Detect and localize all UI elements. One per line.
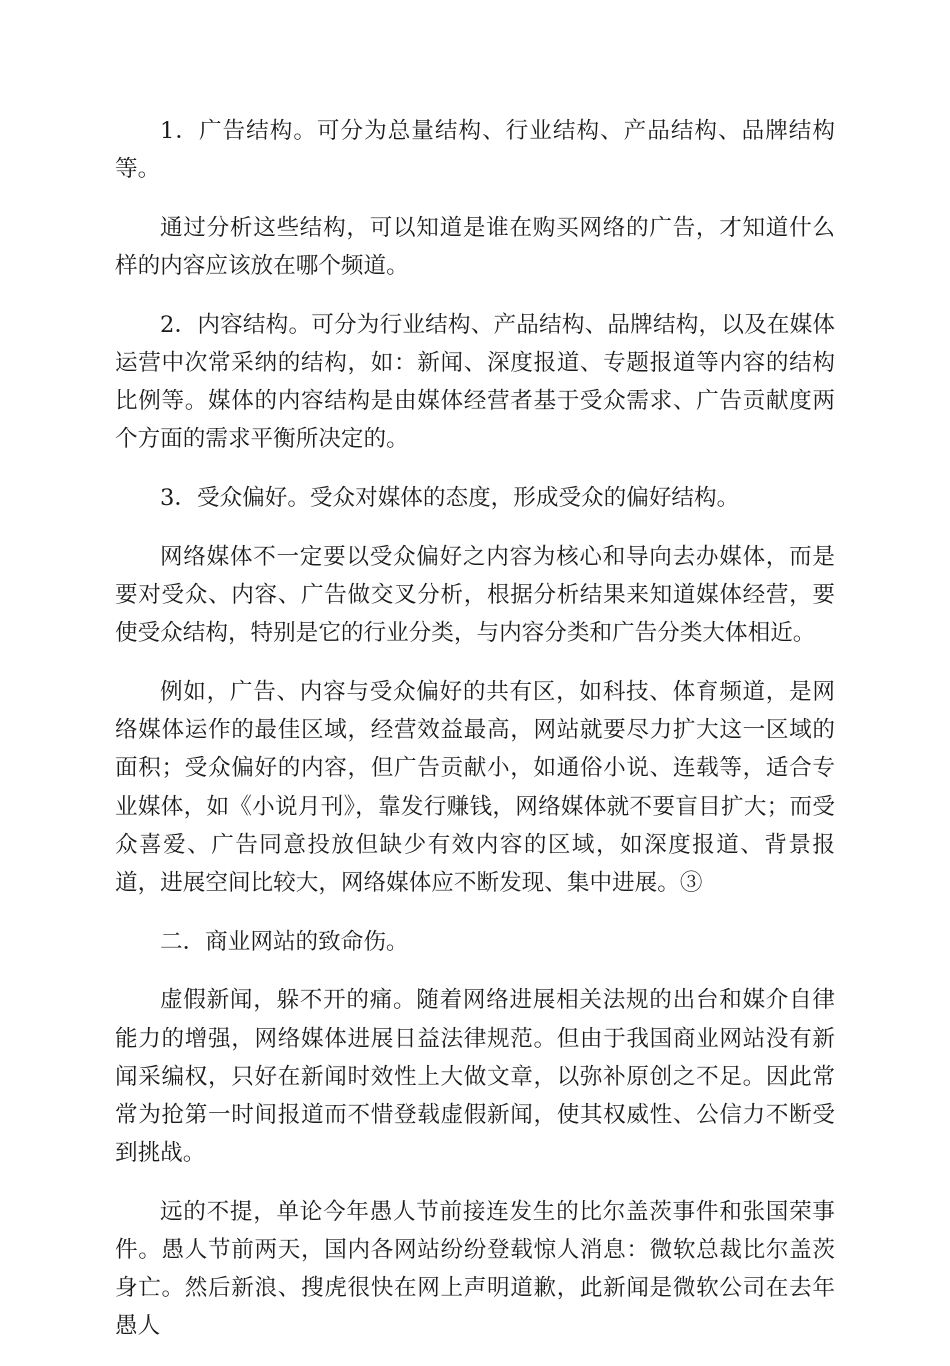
paragraph-cross-analysis: 网络媒体不一定要以受众偏好之内容为核心和导向去办媒体，而是要对受众、内容、广告做交叉分析，根据分析结果来知道媒体经营，要使受众结构，特别是它的行业分类，与内容分类和广告分类大体相近。 [115, 543, 835, 647]
paragraph-audience-preference: 3．受众偏好。受众对媒体的态度，形成受众的偏好结构。 [160, 485, 740, 512]
section-heading-fatal-flaw: 二．商业网站的致命伤。 [160, 928, 409, 955]
paragraph-structure-analysis: 通过分析这些结构，可以知道是谁在购买网络的广告，才知道什么样的内容应该放在哪个频道。 [115, 214, 835, 280]
document-body [115, 112, 835, 1366]
paragraph-example: 例如，广告、内容与受众偏好的共有区，如科技、体育频道，是网络媒体运作的最佳区域，经营效益最高，网站就要尽力扩大这一区域的面积；受众偏好的内容，但广告贡献小，如通俗小说、连载等，适合专业媒体，如《小说月刊》，靠发行赚钱，网络媒体就不要盲目扩大；而受众喜爱、广告同意投放但缺少有效内容的区域，如深度报道、背景报道，进展空间比较大，网络媒体应不断发现、集中进展。③ [115, 678, 835, 896]
paragraph-fake-news: 虚假新闻，躲不开的痛。随着网络进展相关法规的出台和媒介自律能力的增强，网络媒体进展日益法律规范。但由于我国商业网站没有新闻采编权，只好在新闻时效性上大做文章，以弥补原创之不足。因此常常为抢第一时间报道而不惜登载虚假新闻，使其权威性、公信力不断受到挑战。 [115, 987, 835, 1167]
paragraph-april-fools: 远的不提，单论今年愚人节前接连发生的比尔盖茨事件和张国荣事件。愚人节前两天，国内各网站纷纷登载惊人消息：微软总裁比尔盖茨身亡。然后新浪、搜虎很快在网上声明道歉，此新闻是微软公司在去年愚人 [115, 1198, 835, 1340]
paragraph-ad-structure: 1．广告结构。可分为总量结构、行业结构、产品结构、品牌结构等。 [115, 118, 835, 183]
paragraph-content-structure: 2．内容结构。可分为行业结构、产品结构、品牌结构，以及在媒体运营中次常采纳的结构，如：新闻、深度报道、专题报道等内容的结构比例等。媒体的内容结构是由媒体经营者基于受众需求、广告贡献度两个方面的需求平衡所决定的。 [115, 311, 835, 453]
